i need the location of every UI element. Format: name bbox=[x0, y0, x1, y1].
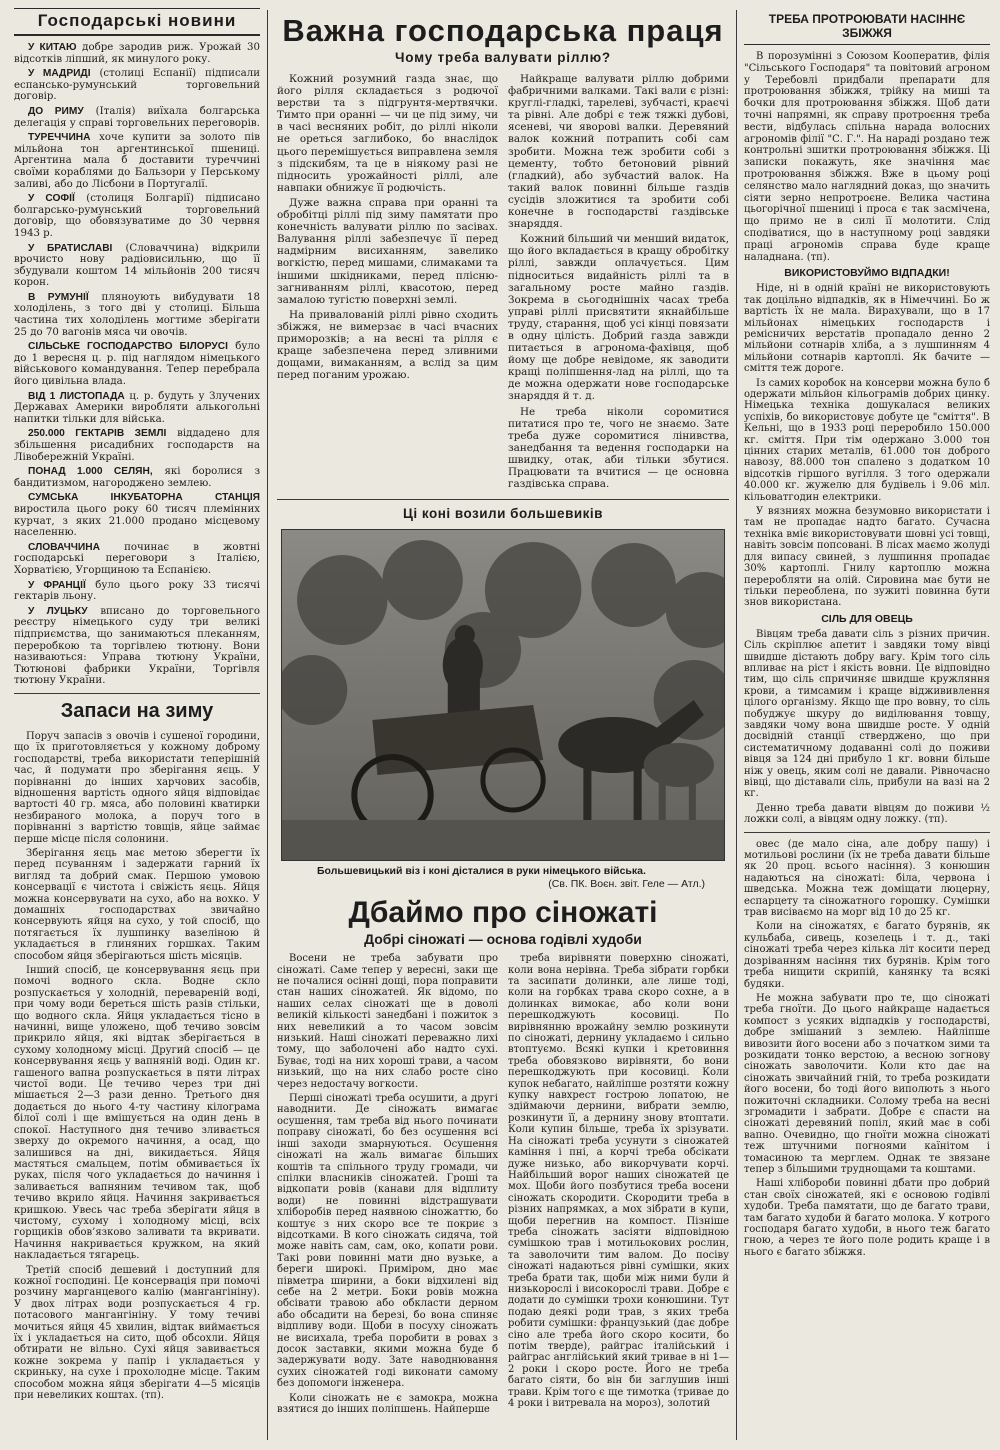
news-item bbox=[14, 292, 260, 338]
salt-paragraph: Денно треба давати вівцям до поживи ½ ложки солі, а вівцям одну ложку. (тп). bbox=[744, 802, 990, 826]
news-item-text: було до 1 вересня ц. р. під наглядом німецького військового командування. Тепер перебрала його цивільна влада. bbox=[14, 341, 260, 388]
news-item-lead: У ЛУЦЬКУ bbox=[28, 605, 88, 617]
main-article-col-2 bbox=[508, 73, 729, 493]
divider bbox=[14, 693, 260, 694]
right-column bbox=[744, 8, 990, 1261]
news-item bbox=[14, 428, 260, 463]
hay-article bbox=[277, 953, 729, 1418]
main-title: Важна господарська праця bbox=[282, 13, 724, 48]
stocks-paragraph: Поруч запасів з овочів і сушеної городини, що їх приготовляється у кожному доброму господарстві, треба використати теперішній час, й подумати про зберігання яєць. У порівнанні до інших харчових засобів, відношення вартість одного яйця відповідає вартості 40 гр. мяса, або половині кватирки незбираного молока, а поруч того в порівнанні з вартістю товщів, яйце займає перше місце після солонини. bbox=[14, 730, 260, 845]
news-item-lead: СУМСЬКА ІНКУБАТОРНА СТАНЦІЯ bbox=[28, 492, 260, 504]
news-item bbox=[14, 391, 260, 426]
news-item bbox=[14, 68, 260, 103]
divider bbox=[277, 499, 729, 500]
photo-caption: Большевицький віз і коні дісталися в руки німецького війська. bbox=[317, 865, 646, 878]
news-item-lead: У БРАТИСЛАВІ bbox=[28, 242, 113, 254]
hay-article-col-1 bbox=[277, 953, 498, 1418]
main-paragraph: Кожний розумний газда знає, що його рілля складається з родючої верстви та з підгрунтя-мертвячки. Тимто при оранні — чи це під зиму, чи в часі весняних робіт, до ріллі ніколи не ореться заглибоко, бо внаслідок цього перемішується виправлена земля з підскибям, та це в ніякому разі не підносить урожайності ріллі, але навпаки обнижує її родючість. bbox=[277, 73, 498, 194]
main-article bbox=[277, 73, 729, 493]
waste-title: ВИКОРИСТОВУЙМО ВІДПАДКИ! bbox=[784, 267, 950, 280]
news-item bbox=[14, 606, 260, 687]
news-item-text: хоче купити за золото пів мільйона тон аргентинської пшениці. Аргентина мала б доставити туреччині своїми кораблями до Бальзори у Перському заливі, або до Лісбони в Португалії. bbox=[14, 132, 260, 190]
news-item bbox=[14, 580, 260, 603]
main-paragraph: Кожний більший чи менший видаток, що його вкладається в кращу обробітку ріллі, завжди оплачується. Цим підноситься видайність ріллі та в загальному росте майно газдів. Зокрема в сьогоднішніх часах треба управі ріллі присвятити якнайбільше труду, старання, щоб усі кінці повязати в одну цілість. Добрий газда завжди питається в агронома-фахівця, щоб йому ще добре невідоме, як заводити кращі поліпшення-лад на ріллі, що та де можна одержати нове господарське знаряддя й т. д. bbox=[508, 233, 729, 403]
news-item bbox=[14, 42, 260, 65]
news-item-text: пляноують вибудувати 18 холоділень, з того дві у столиці. Більша частина тих холоділень могтиме зберігати 25 до 70 вагонів мяса чи овочів. bbox=[14, 291, 260, 338]
middle-column bbox=[277, 8, 729, 1418]
news-item-lead: ТУРЕЧЧИНА bbox=[28, 132, 91, 144]
news-item bbox=[14, 542, 260, 577]
news-item-lead: В РУМУНІЇ bbox=[28, 291, 89, 303]
stocks-paragraph: Третій спосіб дешевий і доступний для кожної господині. Це консервація при помочі розчину марганцевого калію (мангангініну). У двох літрах води розпускається 4 гр. потасового мангангініну. У тому течиві мочиться яйця 45 хвилин, відтак виймається їх і укладається на сито, щоб обсохли. Яйця обтирати не вільно. Сухі яйця завивається кожне зокрема у папір і укладається у скриньку, на сухе і прохолодне місце. Таким способом можна яйця зберігати 4—5 місяців при невеликих коштах. (тп). bbox=[14, 1264, 260, 1402]
news-item-lead: СЛОВАЧЧИНА bbox=[28, 541, 100, 553]
news-item-text: які боролися з бандитизмом, нагороджено землею. bbox=[14, 466, 260, 489]
horses-photo bbox=[281, 529, 725, 861]
hay-subtitle: Добрі сіножаті — основа годівлі худоби bbox=[364, 931, 642, 948]
news-item-lead: У ФРАНЦІЇ bbox=[28, 579, 86, 591]
hay-paragraph: Восени не треба забувати про сіножаті. Саме тепер у вересні, заки ще не почалися осінні дощі, пора поправити стан наших сіножатей. Як відомо, по наших селах сіножаті ще в доволі великій кількості занедбані і пожиток з них невеликий а то часом зовсім низький. Наші сіножаті переважно лихі тому, що заболочені або надто сухі. Буває, тоді на них хороші трави, а часом низький, що на них слабо росте сіно через недостачу вогкости. bbox=[277, 953, 498, 1090]
waste-paragraph: Із самих коробок на консерви можна було б одержати мільйон кільограмів добрих цинку. Німецька техніка дошукалася великих успіхів, бо використовує добуте це "сміття". В Кельні, що в 1933 році переробило 150.000 кг. сміття. При тім одержано 3.000 тон цінних старих металів, 61.000 тон доброго навозу, 88.000 тон спалено з додатком 10 відсотків гіршого вугілля. З того одержали 40.000 кг. жужелю для будівель і 9.06 міл. кільоватгодин електрики. bbox=[744, 377, 990, 503]
news-item bbox=[14, 492, 260, 538]
seed-article bbox=[744, 51, 990, 263]
hay-paragraph: овес (де мало сіна, але добру пашу) і мотильові рослини (їх не треба давати більше як 20 проц. всього насіння). З конюшин надаються на сіножаті: біла, червона і шведська. Можна теж доміщати люцерну, еспарцету та сіножатного горошку. Сумішки трав висіваємо на морг від 10 до 25 кг. bbox=[744, 838, 990, 919]
stocks-paragraph: Зберігання яєць має метою зберегти їх перед псуванням і задержати гарний їх вигляд та добрий смак. Першою умовою консервації є чистота і свіжість яєць. Яйця можна консервувати на сухо, або на вохко. У домашніх господарствах звичайно консервують яйця на сухо, у той спосіб, що потягається їх лушпинку вазеліною й укладається в глиняних горшках. Таким способом яйця зберігаються шість місяців. bbox=[14, 847, 260, 962]
hay-paragraph: Перші сіножаті треба осушити, а другі наводнити. Де сіножать вимагає осушення, там треба від нього починати поправу сіножаті, бо без осушення всі інші заходи змарнуються. Осушення сіножаті на жаль вимагає більших коштів та спільного труду громади, чи спілки власників сіножатей. Гроші та відкопати ровів (канави для відплиту води) не повинні відстрашувати хліборобів перед наявною сіножаттю, бо коштує з них скоро все те покриє з відсотками. В кого сіножать сидяча, той може навіть сам, сам, око, копати рови. Такі рови повинні мати дно вузьке, а береги широкі. Приміром, дно має півметра ширини, а боки відхилені від себе на 2 метри. Боки ровів можна обсівати травою або обкласти дерном або обсадити на березі, бо вона спиняє відпливу води. Щоби в посуху сіножать не висихала, треба поробити в ровах з досок заставки, якими можна буде б задержувати воду. Зате наводнювання сухих сіножатей годі виконати самому без допомоги інженера. bbox=[277, 1093, 498, 1390]
main-paragraph: Не треба ніколи соромитися питатися про те, чого не знаємо. Зате треба дуже соромитися лінивства, занедбання та ведення господарки на швидку, отак, аби тільки збутися. Працювати та вчитися — це основна газдівська справа. bbox=[508, 405, 729, 491]
news-item-lead: ВІД 1 ЛИСТОПАДА bbox=[28, 390, 125, 402]
hay-article-col-3 bbox=[744, 839, 990, 1259]
news-item-lead: У СОФІЇ bbox=[28, 193, 75, 205]
stocks-article bbox=[14, 731, 260, 1402]
news-item bbox=[14, 106, 260, 129]
news-item-lead: СІЛЬСЬКЕ ГОСПОДАРСТВО БІЛОРУСІ bbox=[28, 341, 228, 353]
header-title: Господарські новини bbox=[37, 11, 237, 30]
hay-paragraph: Не можна забувати про те, що сіножаті треба гноїти. До цього найкраще надається компост з усяких відпадків у господарстві, добре змішаний з землею. Найліпше вивозити його восени або з початком зими та розкидати тонко верстою, а весною зогнову сіножать заволочити. Коли кто дає на сіножать звичайний гній, то треба розкидати його восени, бо тоді його виполють з нього пожиточні складники. Солому треба на весні згромадити і забрати. Добре є спасти на сіножаті деревяний попіл, який має в собі вапно. Очевидно, що гноїти можна сіножаті теж штучними погноями каїнітом і томасиною та мерглем. Однак те звязане тепер з більшими труднощами та коштами. bbox=[744, 992, 990, 1175]
news-item bbox=[14, 341, 260, 387]
news-item-text: виростила цього року 60 тисяч племінних курчат, з яких 21.000 продано місцевому населенню. bbox=[14, 503, 260, 539]
photo-caption-block bbox=[277, 861, 729, 891]
news-item-text: вписано до торговельного реєстру німецького суду три великі підприємства, що занимаються плеканням, переробкою та торгівлею тютюну. Вони називаються: Управа тютюну України, Тютюнові фабрики України, Торгівля тютюну України. bbox=[14, 605, 260, 687]
news-item-text: (столиці Еспанії) підписали еспансько-румунський торговельний договір. bbox=[14, 68, 260, 103]
main-subtitle: Чому треба валувати ріллю? bbox=[395, 50, 611, 65]
news-item-lead: 250.000 ГЕКТАРІВ ЗЕМЛІ bbox=[28, 428, 167, 440]
news-item bbox=[14, 193, 260, 239]
salt-paragraph: Вівцям треба давати сіль з різних причин. Сіль скріплює апетит і завдяки тому вівці швидше дістають добру вагу. Крім того сіль впливає на ріст і якість вовни. Це відповідно тим, що сіль спричиняє швидше кружляння крови, а тимсамим і краще віджививлення цілого організму. Якщо ще про вовну, то сіль побуджує шкуру до виділювання товщу, завдяки чому вона швидше росте. У одній досвідній станції стверджено, що при систематичному додаванні солі до поживи вівця за 124 дні прибуло 1 кг. вовни більше ніж у овець, яким солі не давали. Рівночасно вівці, що діставали сіль, прибули на вазі на 2 кг. bbox=[744, 628, 990, 800]
hay-title: Дбаймо про сіножаті bbox=[348, 896, 658, 930]
news-item bbox=[14, 466, 260, 489]
news-item bbox=[14, 243, 260, 289]
hay-paragraph: Коли на сіножатях, є багато бурянів, як кульбаба, сивець, козелець і т. д., такі сіножаті треба через кілька літ косити перед дозріванням насіння тих бурянів. Крім того треба нищити скрипій, канянку та всякі будяки. bbox=[744, 921, 990, 990]
seed-title: ТРЕБА ПРОТРОЮВАТИ НАСІННЄ ЗБІЖЖЯ bbox=[744, 12, 990, 45]
photo-title: Ці коні возили большевиків bbox=[403, 506, 603, 522]
news-item-lead: У МАДРИДІ bbox=[28, 68, 91, 80]
stocks-title: Запаси на зиму bbox=[60, 699, 214, 722]
photo-credit: (Св. ПК. Воєн. звіт. Геле — Атл.) bbox=[548, 878, 705, 891]
main-article-col-1 bbox=[277, 73, 498, 493]
news-item-text: (Італія) виїхала болгарська делегація у справі торговельних переговорів. bbox=[14, 105, 260, 129]
news-item-text: було цього року 33 тисячі гектарів льону. bbox=[14, 579, 260, 603]
hay-paragraph: Коли сіножать не є замокра, можна взятися до інших поліпшень. Найперше bbox=[277, 1392, 498, 1416]
news-item-lead: ДО РИМУ bbox=[28, 105, 84, 117]
photo-illustration bbox=[282, 530, 724, 860]
main-paragraph: Дуже важна справа при оранні та обробітці ріллі під зиму памятати про конечність валувати ріллю по засівах. Валування ріллі забезпечує її перед надмірним висиханням, завелико вогкістю, перед мишами, слимаками та іншими шкідниками, перед плісню-загниванням ріллі, квасотою, перед замалою тугістю поверхні землі. bbox=[277, 196, 498, 306]
column-rule bbox=[736, 10, 737, 1440]
news-item-lead: У КИТАЮ bbox=[28, 42, 77, 53]
stocks-paragraph: Інший спосіб, це консервування яєць при помочі водного скла. Водне скло розпускається у холодній, перевареній воді, при чому води береться шість разів стільки, що водного скла. Яйця укладається тісно в начинні, вище уложено, щоб течиво зовсім прикрило яйця, які відтак зберігається в сухому холодному місці. Другий спосіб — це консервування яєць у вапняній воді. Один кг. гашеного вапна розпускається в пяти літрах чистої води. Це течиво через три дні мішається 2—3 рази денно. Третього дня додається до нього 4-ту частину кілограма білої солі і ще вмішується на один день в спокої. Наступного дня течиво зливається зверху до окремого начиння, а осад, що залишився на дні, викидається. Яйця мастяться смальцем, потім обмивається їх руках, після чого укладається до начиння і заливається вапняним течивом так, щоб течиво вкрило яйця. Начиння закривається кришкою. Увесь час треба зберігати яйця в чистому, сухому і холодному місці, всіх горщиків обов’язково заливати та вкривати. Начиння накривається кружком, на який накладається тягарець. bbox=[14, 965, 260, 1262]
column-rule bbox=[267, 10, 268, 1440]
news-item-lead: ПОНАД 1.000 СЕЛЯН, bbox=[28, 466, 153, 478]
news-item-text: (Словаччина) відкрили врочисто нову радіовисильню, що її збудували коштом 14 мільйонів 200 тисяч корон. bbox=[14, 242, 260, 289]
main-paragraph: На привалованій ріллі рівно сходить збіжжя, не вимерзає в часі вчасних приморозків; а на весні та рілля є краще забезпечена перед зливними дощами, вимаканням, а вслід за цим перед поганим урожаю. bbox=[277, 308, 498, 382]
hay-paragraph: Наші хлібороби повинні дбати про добрий стан своїх сіножатей, які є основою годівлі худоби. Треба памятати, що де багато трави, там багато худоби й багато молока. У котрого господаря багато худоби, в нього теж багато гною, а через те його поле родить краще і в нього є багато збіжжя. bbox=[744, 1178, 990, 1258]
news-item-text: ц. р. будуть у Злучених Державах Америки виробляти алькогольні напитки тільки для війська. bbox=[14, 390, 260, 425]
waste-paragraph: У вязниях можна безумовно використати і там не пропадає надто багато. Сучасна техніка вміє використовувати шовні усі товщі, навіть зовсім попсовані. В лісах маємо жолуді для випасу свиней, з лушпиння пропадає 30% картоплі. Гнилу картоплю можна переробляти на олій. Сировина має бути не тільки переоблена, по зужиті повинна бути знов використана. bbox=[744, 506, 990, 609]
divider bbox=[744, 832, 990, 833]
salt-article bbox=[744, 629, 990, 826]
left-column bbox=[14, 8, 260, 1404]
hay-paragraph: треба вирівняти поверхню сіножаті, коли вона нерівна. Треба зібрати горбки та засипати долинки, але лише тоді, коли на горбках трава скоро сохне, а в долинках вимокає, або коли вони перешкоджують косовиці. По вирівнянню врожайну землю розкинути по сіножаті, дернину укладаємо і сильно втоптуємо. Всякі купки і кретовиння треба обовязково вирівняти, бо вони перешкоджують при косовиці. Коли купок небагато, найліпше розтяти кожну купку навхрест гострою лопатою, не здіймаючи дернини, вибрати землю, розкинути її, а дернину знову втоптати. Коли купин більше, треба їх зрізувати. На сіножаті треба усунути з сіножатей каміння і пні, а корчі треба обсікати дуже низько, або викорчувати корчі. Найбільший ворог наших сіножатей це мох. Щоби його позбутися треба восени сіножать скородити. Скородити треба в різних напрямках, а мох зібрати в купи, щоби перегнив на компост. Пізніше треба сіножать засіяти відповідною сумішкою трав і мотильокових рослин, та заволочити тим валом. До посіву сіножаті надаються рівні сумішки, яких треба брати так, щоби між ними були й низькорослі і високорослі трави. Добре є додати до сумішки трохи конюшини. Тут подаю деякі роди трав, з яких треба робити сумішки: французький (дає добре сіно але треба його скоро косити, бо потім тверде), райграс італійський і райграс англійський який тривае в ні 1—2 роки і скоро росте. Його не треба багато сіяти, бо він би заглушив інші трави. Крім того є ще тимотка (тривае до 4 роки і витревала на мороз), золотий bbox=[508, 953, 729, 1410]
seed-paragraph: В порозумінні з Союзом Кооператив, філія "Сільського Господаря" та повітовий агроном у Теребовлі придбали препарати для протроювання збіжжя, трійку на миші та бочки для протроювання збіжжя. Щоб дати точні напрямні, як справу протроєння треба вести, відбулась спільна нарада волосних агрономів філії "С. Г.". На нараді роздано теж контрольні зшитки протроювання збіжжя. Ці записки покажуть, яке значіння має протроювання збіжжя. Вже в цьому році селянство мало наглядний доказ, що значить сіяти зерно непротроєне. Велика частина цьогорічної пшениці і проса є так засмічена, що примо не в силі її молотити. Слід сподіватися, що в наступному році завдяки праці агрономів справа буде краще наладнана. (тп). bbox=[744, 51, 990, 263]
waste-paragraph: Ніде, ні в одній країні не використовують так доцільно відпадків, як в Німеччині. Бо ж вартість їх не мала. Вирахували, що в 17 мільйонах німецьких господарств і ремісничих верстатів пропадало денно 2 мільйони сотнарів хліба, а з лушпинням 4 мільйони сотнарів картоплі. Як бачите — сміття теж дороге. bbox=[744, 283, 990, 375]
news-item bbox=[14, 132, 260, 190]
news-item-text: починає в жовтні господарські переговори з Італією, Хорватією, Угорщиною та Еспанією. bbox=[14, 541, 260, 576]
news-item-text: віддадено для збільшення рисадибних господарств на Лівобережній Україні. bbox=[14, 428, 260, 463]
news-item-text: добре зародив риж. Урожай 30 відсотків ліпший, як минулого року. bbox=[14, 42, 260, 65]
main-paragraph: Найкраще валувати ріллю добрими фабричними валками. Такі вали є різні: круглі-гладкі, тарелеві, зубчасті, краєчі та рівні. Але добрі є теж тяжкі дубові, ясеневі, чи яворові валки. Деревяний валок кожний потрапить собі сам зробити. Можна теж зробити собі з цементу, тобто бетоновий рівний (гладкий), або зубчастий валок. На такий валок повинні більше газдів сусідів зложитися та зробити собі конечне в господарстві газдівське знаряддя. bbox=[508, 73, 729, 231]
column-header bbox=[14, 8, 260, 36]
news-list bbox=[14, 42, 260, 687]
salt-title: СІЛЬ ДЛЯ ОВЕЦЬ bbox=[821, 612, 913, 625]
waste-article bbox=[744, 283, 990, 608]
hay-article-col-2 bbox=[508, 953, 729, 1418]
news-item-text: (столиця Болгарії) підписано болгарсько-румунський торговельний договір, що обовязуватиме до 30 червня 1943 р. bbox=[14, 193, 260, 239]
